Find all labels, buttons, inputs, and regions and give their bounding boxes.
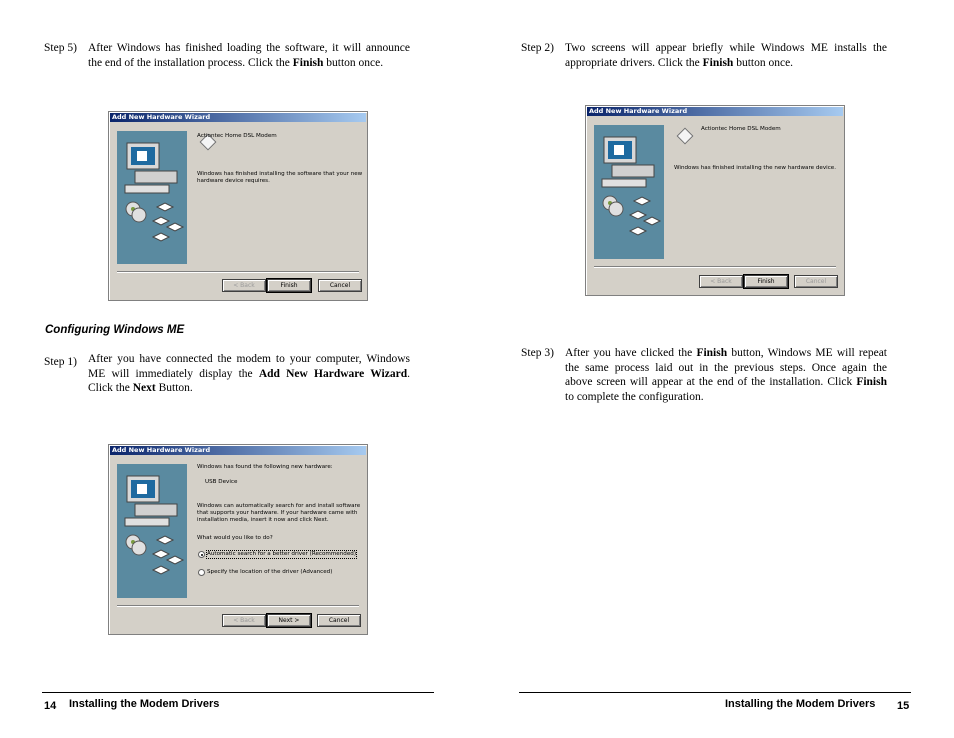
option-automatic-label[interactable]: Automatic search for a better driver (Recommended) <box>207 551 356 557</box>
search-info-line2: that supports your hardware. If your hardware came with <box>197 510 358 516</box>
step3-line1: After you have clicked the Finish button, Windows ME will repeat <box>565 347 887 359</box>
step1-line2: ME will immediately display the Add New Hardware Wizard. <box>88 367 410 380</box>
radio-specify-location[interactable] <box>198 569 205 576</box>
step3-text <box>565 346 887 404</box>
back-button[interactable]: < Back <box>699 275 743 288</box>
step5-line2: the end of the installation process. Click the Finish button once. <box>88 56 384 69</box>
device-diamond-icon <box>677 128 694 145</box>
finish-message-line2: hardware device requires. <box>197 178 270 184</box>
wizard-finish-screenshot-left <box>108 111 368 301</box>
step1-line1: After you have connected the modem to your computer, Windows <box>88 353 410 365</box>
computer-illustration-icon <box>117 131 187 264</box>
back-button[interactable]: < Back <box>222 614 266 627</box>
dialog-separator <box>117 605 359 607</box>
step1-label: Step 1) <box>44 356 77 368</box>
footer-title-right: Installing the Modem Drivers <box>725 698 876 710</box>
dialog-separator <box>117 271 359 273</box>
step3-label: Step 3) <box>521 347 554 359</box>
cancel-button[interactable]: Cancel <box>318 279 362 292</box>
search-info-line1: Windows can automatically search for and install software <box>197 503 361 509</box>
search-info-line3: installation media, insert it now and click Next. <box>197 517 329 523</box>
finish-message: Windows has finished installing the new hardware device. <box>674 165 837 171</box>
wizard-finish-screenshot-right <box>585 105 845 296</box>
dialog-titlebar: Add New Hardware Wizard <box>110 446 366 455</box>
step5-label: Step 5) <box>44 42 77 54</box>
step5-line1: After Windows has finished loading the software, it will announce <box>88 42 410 54</box>
step3-line2: the same process laid out in the previous steps. Once again the <box>565 361 887 374</box>
step2-text <box>565 41 887 70</box>
step2-label: Step 2) <box>521 42 554 54</box>
dialog-titlebar: Add New Hardware Wizard <box>110 113 366 122</box>
wizard-side-image <box>117 464 187 598</box>
device-name: Actiontec Home DSL Modem <box>197 133 277 139</box>
device-name: USB Device <box>205 479 238 485</box>
step2-line2: appropriate drivers. Click the Finish button once. <box>565 56 794 69</box>
step1-text <box>88 352 410 396</box>
finish-button[interactable]: Finish <box>267 279 311 292</box>
step5-text <box>88 41 410 70</box>
computer-illustration-icon <box>117 464 187 598</box>
step2-line1: Two screens will appear briefly while Windows ME installs the <box>565 42 887 54</box>
cancel-button[interactable]: Cancel <box>317 614 361 627</box>
dialog-separator <box>594 266 836 268</box>
wizard-side-image <box>594 125 664 259</box>
device-name: Actiontec Home DSL Modem <box>701 126 781 132</box>
section-heading: Configuring Windows ME <box>45 324 185 336</box>
dialog-titlebar: Add New Hardware Wizard <box>587 107 843 116</box>
cancel-button[interactable]: Cancel <box>794 275 838 288</box>
page-number-left: 14 <box>44 700 57 712</box>
finish-button[interactable]: Finish <box>744 275 788 288</box>
radio-automatic-search[interactable] <box>198 551 205 558</box>
question-text: What would you like to do? <box>197 535 273 541</box>
computer-illustration-icon <box>594 125 664 259</box>
step3-line3: above screen will appear at the end of the installation. Click Finish <box>565 376 887 389</box>
next-button[interactable]: Next > <box>267 614 311 627</box>
option-specify-label[interactable]: Specify the location of the driver (Advanced) <box>207 569 333 575</box>
step3-line4: to complete the configuration. <box>565 390 704 403</box>
found-hardware-text: Windows has found the following new hardware: <box>197 464 333 470</box>
wizard-side-image <box>117 131 187 264</box>
page-number-right: 15 <box>897 700 910 712</box>
step1-line3: Click the Next Button. <box>88 382 193 395</box>
finish-message-line1: Windows has finished installing the software that your new <box>197 171 363 177</box>
back-button[interactable]: < Back <box>222 279 266 292</box>
footer-title-left: Installing the Modem Drivers <box>69 698 220 710</box>
wizard-found-hardware-screenshot <box>108 444 368 635</box>
footer-rule-right <box>519 692 911 693</box>
footer-rule-left <box>42 692 434 693</box>
